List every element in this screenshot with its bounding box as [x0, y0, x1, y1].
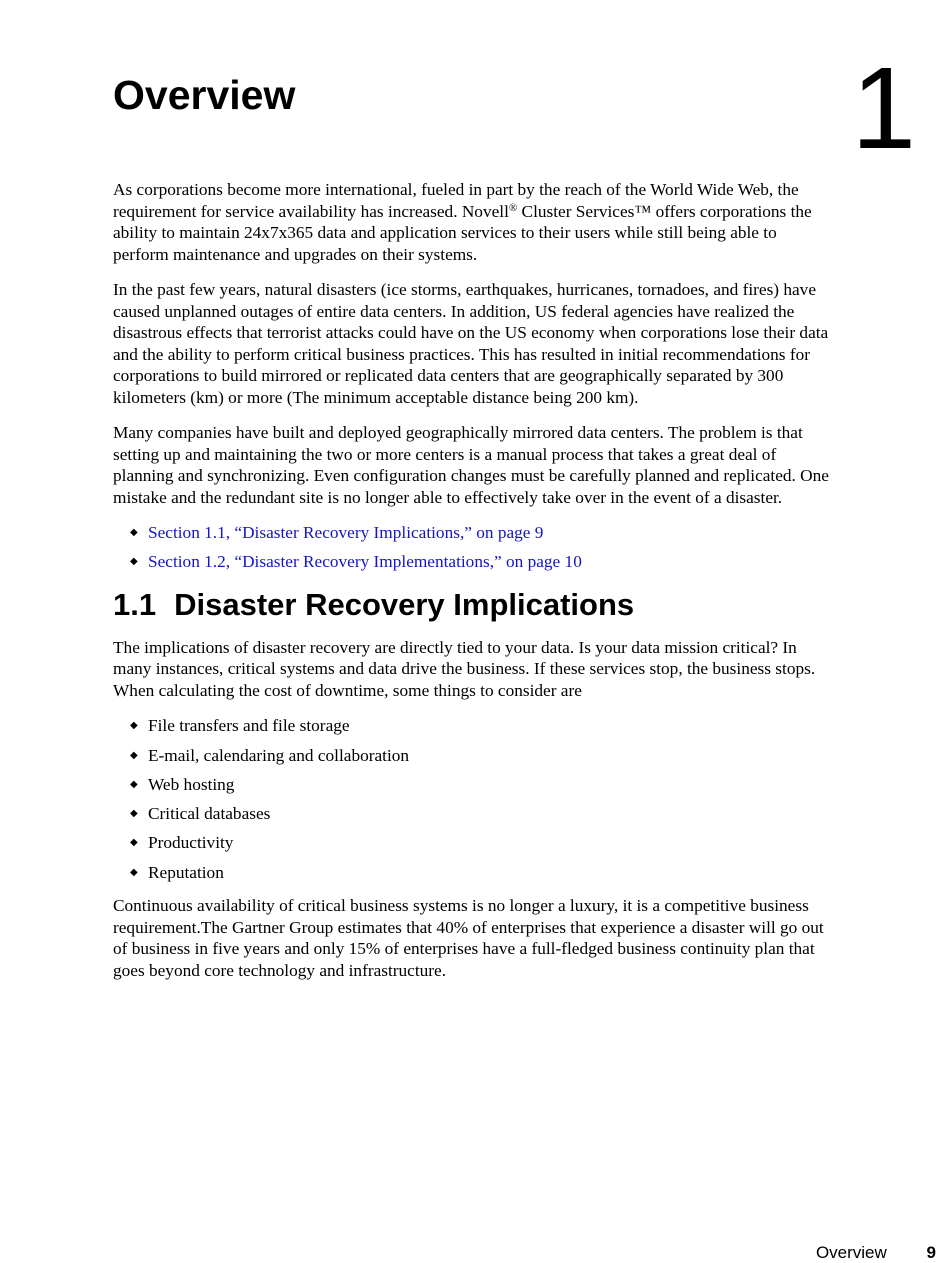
registered-mark: ® — [508, 201, 518, 214]
diamond-bullet-icon: ◆ — [130, 866, 138, 878]
list-item — [113, 803, 833, 825]
link-section-1-2[interactable]: Section 1.2, “Disaster Recovery Implementations,” on page 10 — [148, 552, 582, 572]
footer-page-number: 9 — [926, 1243, 936, 1262]
list-item — [113, 522, 833, 544]
link-section-1-1[interactable]: Section 1.1, “Disaster Recovery Implications,” on page 9 — [148, 523, 544, 542]
implications-paragraph: The implications of disaster recovery are directly tied to your data. Is your data mission critical? In many instances, critical systems and data drive the business. If these services stop, the business stops. When calculating the cost of downtime, some things to consider are — [113, 637, 816, 700]
list-item-text: File transfers and file storage — [148, 716, 350, 736]
section-number: 1.1 — [113, 586, 157, 622]
section-title: Disaster Recovery Implications — [174, 586, 635, 622]
chapter-number: 1 — [851, 43, 916, 173]
diamond-bullet-icon: ◆ — [130, 837, 138, 849]
page-footer — [816, 1243, 936, 1263]
list-item — [113, 774, 833, 796]
list-item-text: Web hosting — [148, 774, 235, 794]
disasters-paragraph: In the past few years, natural disasters (ice storms, earthquakes, hurricanes, tornadoes, and fires) have caused unplanned outages of entire data centers. In addition, US federal agencies have realized the disastrous effects that terrorist attacks could have on the US economy when corporations lose their data and the ability to perform critical business practices. This has resulted in initial recommendations for corporations to build mirrored or replicated data centers that are geographically separated by 300 kilometers (km) or more (The minimum acceptable distance being 200 km). — [113, 280, 829, 407]
diamond-bullet-icon: ◆ — [130, 720, 138, 732]
diamond-bullet-icon: ◆ — [130, 808, 138, 820]
list-item — [113, 715, 833, 737]
diamond-bullet-icon: ◆ — [130, 778, 138, 790]
list-item-text: Critical databases — [148, 804, 271, 824]
intro-paragraph — [113, 179, 833, 265]
intro-text-start: As corporations become more international, fueled in part by the reach of the World Wide Web, the requirement for service availability has increased. Novell — [113, 180, 799, 221]
diamond-bullet-icon: ◆ — [130, 556, 138, 568]
diamond-bullet-icon: ◆ — [130, 749, 138, 761]
list-item — [113, 551, 833, 573]
list-item-text: E-mail, calendaring and collaboration — [148, 745, 410, 765]
footer-chapter-label: Overview — [815, 1243, 887, 1262]
list-item — [113, 862, 833, 884]
section-heading — [113, 587, 833, 623]
list-item-text: Reputation — [148, 862, 224, 882]
considerations-list — [113, 715, 833, 883]
intro-text-end: Cluster Services™ offers corporations the ability to maintain 24x7x365 data and application services to their users while still being able to perform maintenance and upgrades on their systems. — [113, 201, 812, 264]
diamond-bullet-icon: ◆ — [130, 527, 138, 538]
list-item — [113, 832, 833, 854]
page-title: Overview — [113, 72, 296, 118]
document-body — [113, 179, 833, 995]
section-links-list — [113, 522, 833, 573]
availability-paragraph: Continuous availability of critical business systems is no longer a luxury, it is a competitive business requirement.The Gartner Group estimates that 40% of enterprises that experience a disaster will go out of business in five years and only 15% of enterprises have a full-fledged business continuity plan that goes beyond core technology and infrastructure. — [113, 896, 824, 980]
list-item-text: Productivity — [148, 833, 234, 853]
list-item — [113, 745, 833, 767]
mirrored-centers-paragraph: Many companies have built and deployed geographically mirrored data centers. The problem is that setting up and maintaining the two or more centers is a manual process that takes a great deal of planning and synchronizing. Even configuration changes must be carefully planned and replicated. One mistake and the redundant site is no longer able to effectively take over in the event of a disaster. — [113, 423, 829, 507]
